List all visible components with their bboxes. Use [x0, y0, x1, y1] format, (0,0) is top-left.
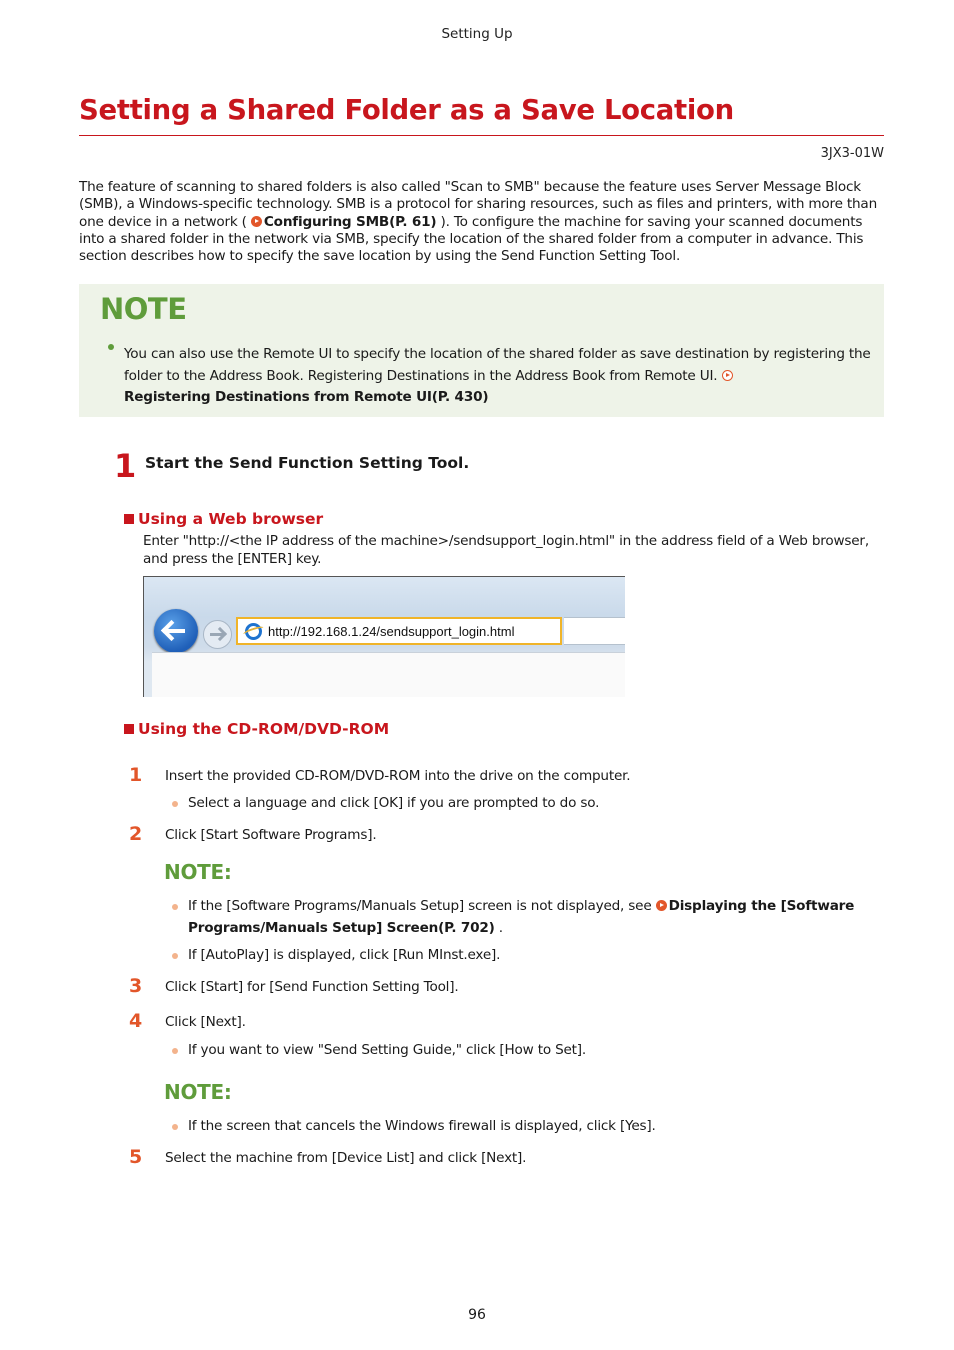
configuring-smb-link[interactable]: Configuring SMB(P. 61)	[263, 213, 437, 230]
step-text: Select the machine from [Device List] and click [Next].	[165, 1150, 527, 1166]
note-bullet-text: If the screen that cancels the Windows firewall is displayed, click [Yes].	[188, 1118, 656, 1134]
intro-paragraph	[79, 179, 889, 265]
step-number: 5	[129, 1146, 143, 1168]
note-heading: NOTE	[100, 292, 187, 326]
address-bar-extension	[564, 617, 625, 645]
browser-content-area	[152, 652, 625, 697]
note-heading: NOTE:	[164, 1080, 232, 1104]
address-bar	[236, 617, 562, 645]
step-bullet-text: If you want to view "Send Setting Guide," click [How to Set].	[188, 1042, 587, 1058]
title-rule	[79, 135, 884, 136]
note-bullet-end: .	[494, 920, 503, 936]
bullet-icon	[172, 1124, 178, 1130]
web-browser-heading-text: Using a Web browser	[138, 510, 324, 528]
step-number: 3	[129, 975, 143, 997]
link-arrow-icon	[722, 370, 733, 381]
web-browser-instructions: Enter "http://<the IP address of the machine>/sendsupport_login.html" in the address field of a Web browser, and press the [ENTER] key.	[143, 533, 869, 567]
bullet-icon	[108, 344, 114, 350]
browser-screenshot	[143, 576, 625, 697]
step-text: Click [Start Software Programs].	[165, 827, 377, 843]
note-text	[124, 344, 874, 409]
remote-ui-link[interactable]: Registering Destinations from Remote UI(P. 430)	[124, 389, 489, 405]
link-arrow-icon	[251, 216, 262, 227]
step-title: Start the Send Function Setting Tool.	[145, 454, 470, 472]
bullet-icon	[172, 904, 178, 910]
bullet-icon	[172, 801, 178, 807]
note-heading: NOTE:	[164, 860, 232, 884]
intro-text-1: The feature of scanning to shared folders is also called "Scan to SMB" because the feature uses Server Message Block (SMB), a Windows-specific technology. SMB is a protocol for sharing resources, such as files and printers, with more than one device in a network (	[79, 179, 877, 230]
note-bullet-text: If [AutoPlay] is displayed, click [Run MInst.exe].	[188, 947, 501, 963]
link-arrow-icon	[656, 900, 667, 911]
square-bullet-icon	[124, 514, 134, 524]
page-title: Setting a Shared Folder as a Save Location	[79, 94, 734, 126]
bullet-icon	[172, 953, 178, 959]
back-arrow-icon	[154, 609, 198, 653]
square-bullet-icon	[124, 724, 134, 734]
note-bullet-text-continued	[188, 920, 503, 936]
document-code: 3JX3-01W	[820, 146, 884, 161]
step-number: 1	[129, 764, 143, 786]
running-header: Setting Up	[441, 26, 513, 42]
intro-text-2: ). To configure the machine for saving your scanned documents into a shared folder in the network via SMB, specify the location of the shared folder from a computer in advance. This section describes how to specify the save location by using the Send Function Setting Tool.	[79, 213, 864, 265]
note-bullet-body: If the [Software Programs/Manuals Setup] screen is not displayed, see	[188, 898, 656, 914]
cd-rom-heading-text: Using the CD-ROM/DVD-ROM	[138, 720, 390, 738]
web-browser-heading	[124, 510, 323, 528]
step-bullet-text: Select a language and click [OK] if you are prompted to do so.	[188, 795, 600, 811]
step-number: 4	[129, 1010, 143, 1032]
internet-explorer-icon	[245, 623, 262, 640]
bullet-icon	[172, 1048, 178, 1054]
note-bullet-text	[188, 898, 854, 914]
cd-rom-heading	[124, 720, 389, 738]
address-url: http://192.168.1.24/sendsupport_login.html	[268, 624, 515, 639]
forward-arrow-icon	[203, 620, 232, 649]
step-number: 2	[129, 823, 143, 845]
note-box	[79, 284, 884, 417]
step-text: Click [Start] for [Send Function Setting Tool].	[165, 979, 459, 995]
software-setup-link-line1[interactable]: Displaying the [Software	[668, 898, 855, 914]
step-number: 1	[114, 447, 137, 485]
step-text: Insert the provided CD-ROM/DVD-ROM into the drive on the computer.	[165, 768, 631, 784]
step-text: Click [Next].	[165, 1014, 246, 1030]
software-setup-link-line2[interactable]: Programs/Manuals Setup] Screen(P. 702)	[188, 920, 495, 936]
note-body: You can also use the Remote UI to specify the location of the shared folder as save destination by registering the folder to the Address Book. Registering Destinations in the Address Book from Remote UI.	[124, 346, 871, 384]
page-number: 96	[468, 1307, 486, 1323]
